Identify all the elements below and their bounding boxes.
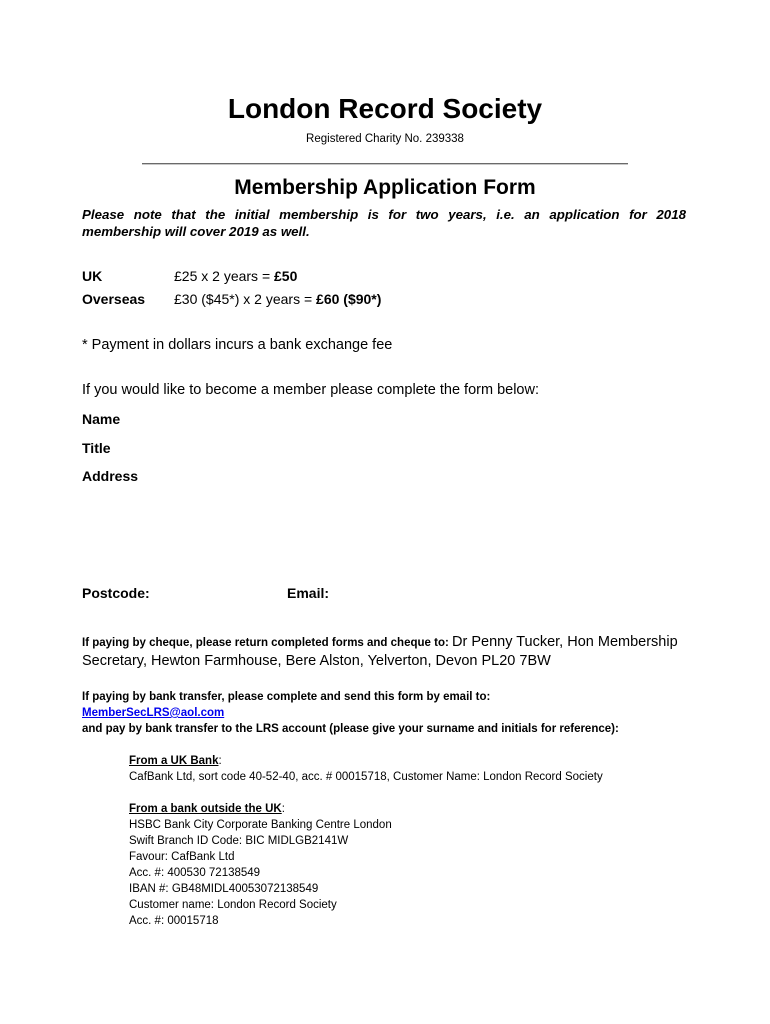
cheque-instructions	[82, 633, 702, 670]
overseas-bank-line: Customer name: London Record Society	[129, 899, 337, 911]
overseas-bank-line: Acc. #: 400530 72138549	[129, 867, 261, 879]
postcode-field-label: Postcode:	[82, 585, 150, 601]
address-field-label: Address	[82, 468, 139, 484]
overseas-bank-line: Swift Branch ID Code: BIC MIDLGB2141W	[129, 835, 349, 847]
overseas-bank-heading: From a bank outside the UK:	[129, 803, 285, 815]
membership-note: Please note that the initial membership is for two years, i.e. an application for 2018 membership will cover 2019 as well.	[82, 207, 686, 239]
overseas-bank-line: IBAN #: GB48MIDL40053072138549	[129, 883, 319, 895]
fee-value-uk-total: £50	[274, 268, 298, 284]
transfer-intro: If paying by bank transfer, please complete and send this form by email to:	[82, 691, 491, 703]
page-title: London Record Society	[227, 93, 543, 124]
fee-value-overseas-text: £30 ($45*) x 2 years =	[174, 291, 317, 307]
uk-bank-heading: From a UK Bank:	[129, 755, 222, 767]
overseas-bank-line: HSBC Bank City Corporate Banking Centre London	[129, 819, 392, 831]
fee-value-uk	[174, 267, 297, 285]
transfer-email-line	[82, 705, 722, 721]
overseas-bank-section	[129, 801, 729, 929]
membership-email-link[interactable]: MemberSecLRS@aol.com	[82, 707, 225, 719]
overseas-bank-line: Favour: CafBank Ltd	[129, 851, 235, 863]
email-field-label: Email:	[287, 585, 330, 601]
name-field-label: Name	[82, 411, 121, 427]
title-field-label: Title	[82, 440, 111, 456]
header-divider	[142, 163, 628, 165]
overseas-bank-line: Acc. #: 00015718	[129, 915, 219, 927]
form-title: Membership Application Form	[234, 176, 536, 199]
cheque-address: Dr Penny Tucker, Hon Membership Secretary, Hewton Farmhouse, Bere Alston, Yelverton, Devon PL20 7BW	[82, 634, 678, 669]
fee-label-uk: UK	[82, 268, 103, 284]
fee-value-overseas	[174, 290, 381, 308]
charity-number: Registered Charity No. 239338	[306, 133, 464, 145]
transfer-instruction: and pay by bank transfer to the LRS account (please give your surname and initials for reference):	[82, 723, 619, 735]
fee-label-overseas: Overseas	[82, 291, 146, 307]
form-intro: If you would like to become a member please complete the form below:	[82, 382, 539, 398]
uk-bank-details: CafBank Ltd, sort code 40-52-40, acc. # 00015718, Customer Name: London Record Society	[129, 771, 603, 783]
fee-value-overseas-total: £60 ($90*)	[316, 291, 382, 307]
fee-value-uk-text: £25 x 2 years =	[174, 268, 275, 284]
uk-bank-section	[129, 753, 729, 785]
dollar-fee-footnote: * Payment in dollars incurs a bank exchange fee	[82, 337, 393, 353]
cheque-lead: If paying by cheque, please return completed forms and cheque to:	[82, 637, 452, 649]
